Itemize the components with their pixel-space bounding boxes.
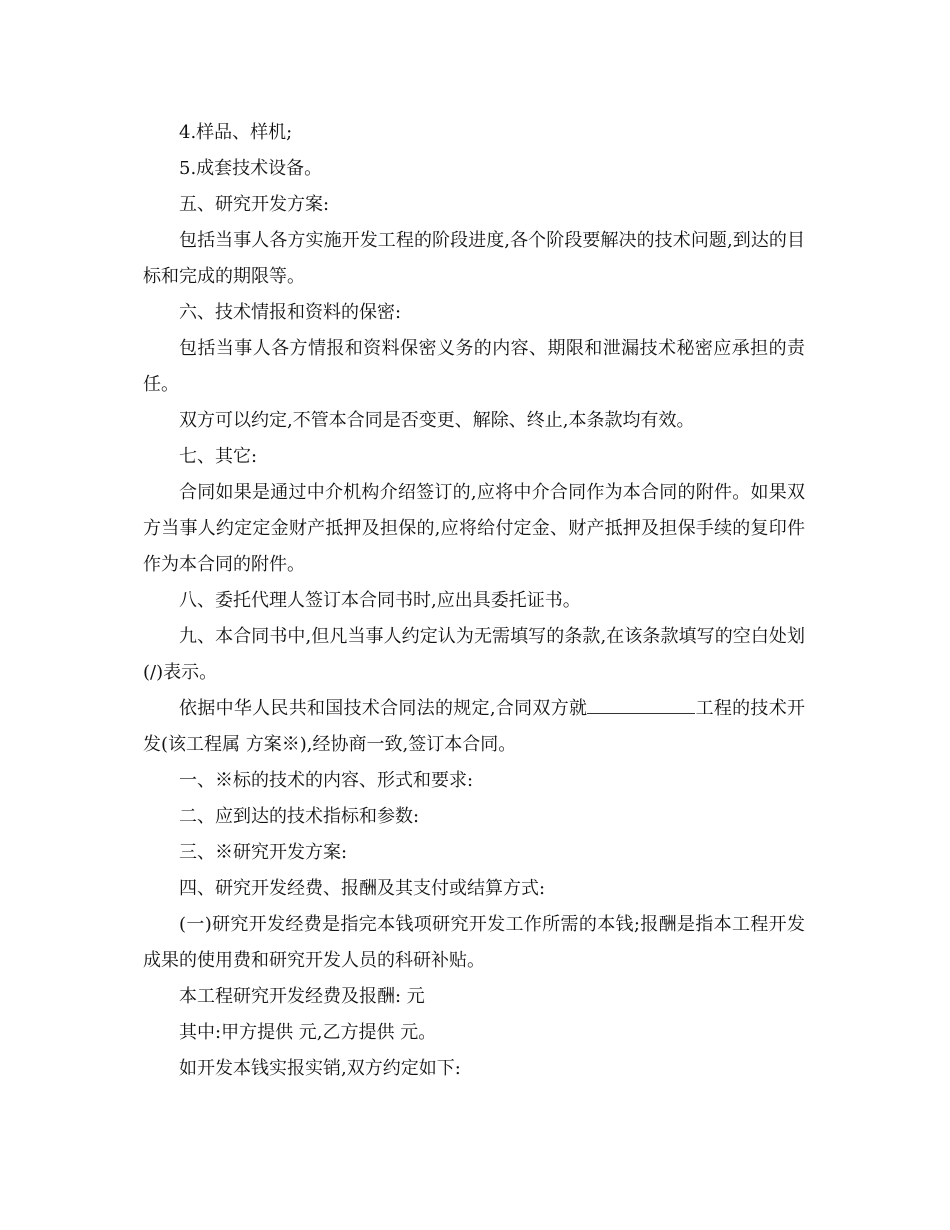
section-heading: 四、研究开发经费、报酬及其支付或结算方式:	[179, 878, 546, 899]
paragraph: 九、本合同书中,但凡当事人约定认为无需填写的条款,在该条款填写的空白处划(/)表示。	[143, 626, 805, 683]
paragraph: 5.成套技术设备。	[179, 158, 323, 179]
document-body	[143, 115, 805, 1087]
intro-text-after: 工程的技术开发(该工程属 方案※),经协商一致,签订本合同。	[143, 698, 805, 755]
paragraph: 合同如果是通过中介机构介绍签订的,应将中介合同作为本合同的附件。如果双方当事人约定定金财产抵押及担保的,应将给付定金、财产抵押及担保手续的复印件作为本合同的附件。	[143, 482, 805, 575]
section-heading: 五、研究开发方案:	[179, 194, 330, 215]
paragraph: (一)研究开发经费是指完本钱项研究开发工作所需的本钱;报酬是指本工程开发成果的使用费和研究开发人员的科研补贴。	[143, 914, 805, 971]
section-heading: 七、其它:	[179, 446, 258, 467]
fill-in-blank	[587, 691, 695, 714]
paragraph: 包括当事人各方情报和资料保密义务的内容、期限和泄漏技术秘密应承担的责任。	[143, 338, 805, 395]
intro-text-before: 依据中华人民共和国技术合同法的规定,合同双方就	[179, 698, 588, 719]
paragraph: 本工程研究开发经费及报酬: 元	[179, 986, 425, 1007]
section-heading: 六、技术情报和资料的保密:	[179, 302, 402, 323]
paragraph: 双方可以约定,不管本合同是否变更、解除、终止,本条款均有效。	[179, 410, 695, 431]
paragraph: 八、委托代理人签订本合同书时,应出具委托证书。	[179, 590, 581, 611]
paragraph: 包括当事人各方实施开发工程的阶段进度,各个阶段要解决的技术问题,到达的目标和完成的期限等。	[143, 230, 805, 287]
section-heading: 三、※研究开发方案:	[179, 842, 348, 863]
section-heading: 一、※标的技术的内容、形式和要求:	[179, 770, 474, 791]
paragraph: 4.样品、样机;	[179, 122, 293, 143]
intro-paragraph	[143, 691, 805, 763]
paragraph: 如开发本钱实报实销,双方约定如下:	[179, 1058, 461, 1079]
section-heading: 二、应到达的技术指标和参数:	[179, 806, 420, 827]
paragraph: 其中:甲方提供 元,乙方提供 元。	[179, 1022, 437, 1043]
